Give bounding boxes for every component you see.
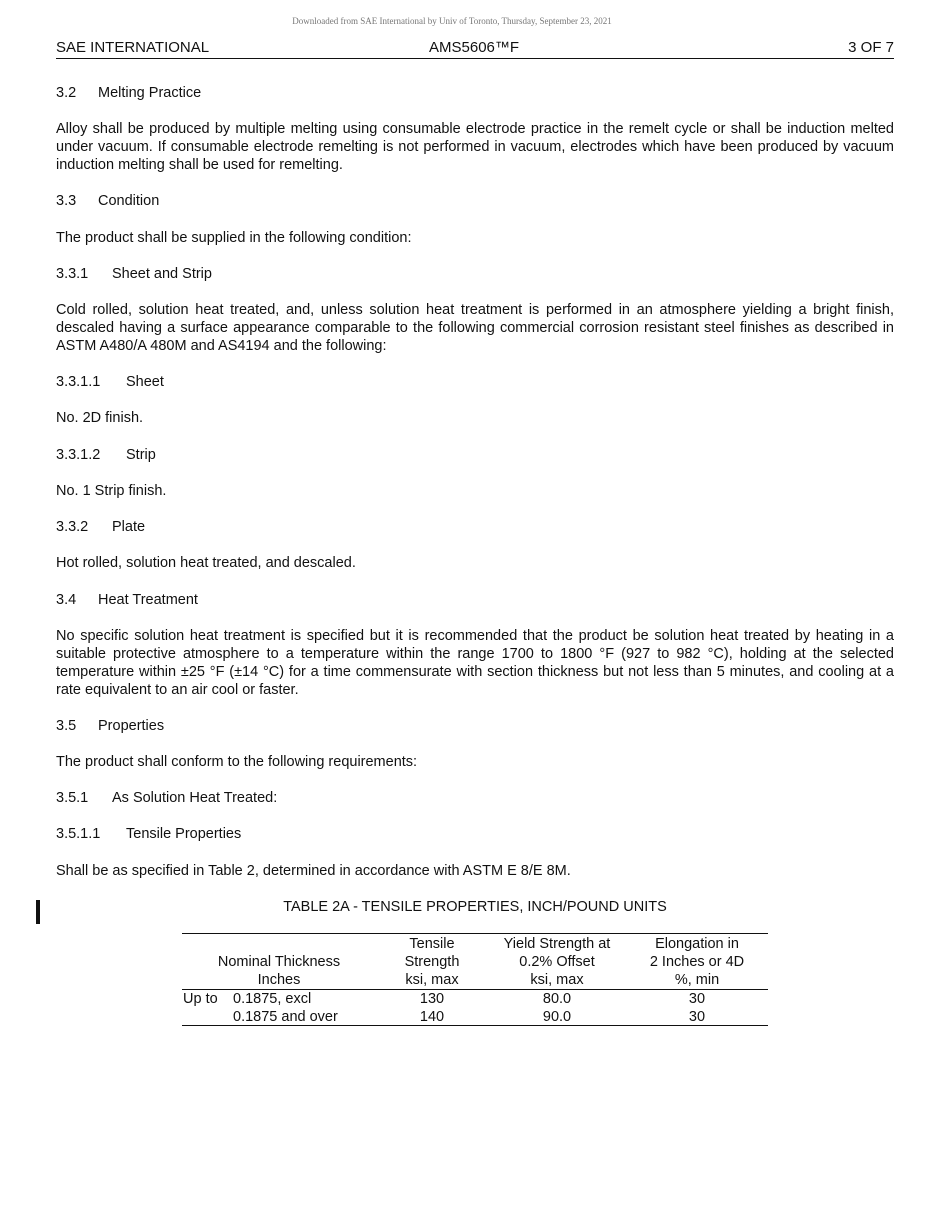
section-number: 3.3.1.2 bbox=[56, 447, 101, 463]
heading-3-3-1-2 bbox=[56, 446, 156, 464]
header-yield bbox=[488, 935, 626, 989]
section-title: Heat Treatment bbox=[98, 592, 198, 608]
row-thickness: 0.1875, excl bbox=[233, 991, 312, 1007]
page-header bbox=[56, 38, 894, 59]
header-line: Nominal Thickness bbox=[217, 954, 341, 970]
header-line: ksi, max bbox=[530, 972, 584, 988]
heading-3-2 bbox=[56, 84, 201, 102]
section-title: Sheet and Strip bbox=[112, 266, 212, 282]
header-elongation bbox=[626, 935, 768, 989]
header-line: Strength bbox=[404, 954, 460, 970]
header-line: Yield Strength at bbox=[503, 936, 611, 952]
section-number: 3.5.1.1 bbox=[56, 826, 101, 842]
row-prefix: Up to bbox=[183, 991, 218, 1007]
row-tensile: 130 bbox=[419, 991, 445, 1007]
section-number: 3.3.1 bbox=[56, 266, 89, 282]
section-number: 3.3.1.1 bbox=[56, 374, 101, 390]
section-title: Properties bbox=[98, 718, 165, 734]
section-number: 3.2 bbox=[56, 85, 77, 101]
section-title: Condition bbox=[98, 193, 160, 209]
heading-3-5 bbox=[56, 717, 164, 735]
header-line: 0.2% Offset bbox=[519, 954, 595, 970]
paragraph-tensile-properties: Shall be as specified in Table 2, determined in accordance with ASTM E 8/E 8M. bbox=[56, 863, 571, 879]
header-thickness bbox=[182, 953, 376, 989]
section-title: Sheet bbox=[126, 374, 164, 390]
heading-3-4 bbox=[56, 591, 198, 609]
section-number: 3.5.1 bbox=[56, 790, 89, 806]
header-page-number: 3 OF 7 bbox=[848, 39, 894, 56]
paragraph-heat-treatment: No specific solution heat treatment is specified but it is recommended that the product be solution heat treated by heating in a suitable protective atmosphere to a temperature within the range 1700 to 1800 °F (927 to 982 °C), holding at the selected temperature within ±25 °F (±14 °C) for a time commensurate with section thickness but not less than 5 minutes, and cooling at a rate equivalent to an air cool or faster. bbox=[56, 628, 894, 698]
header-line: 2 Inches or 4D bbox=[649, 954, 745, 970]
section-number: 3.3 bbox=[56, 193, 77, 209]
header-line: Tensile bbox=[409, 936, 455, 952]
heading-3-3 bbox=[56, 192, 159, 210]
section-title: Tensile Properties bbox=[126, 826, 242, 842]
paragraph-sheet: No. 2D finish. bbox=[56, 410, 144, 426]
header-document-id: AMS5606™F bbox=[429, 39, 520, 56]
paragraph-sheet-and-strip: Cold rolled, solution heat treated, and, unless solution heat treatment is performed in an atmosphere yielding a bright finish, descaled having a surface appearance comparable to the following commercial corrosion resistant steel finishes as described in ASTM A480/A 480M and AS4194 and the following: bbox=[56, 302, 894, 354]
heading-3-3-1-1 bbox=[56, 373, 164, 391]
row-elongation: 30 bbox=[688, 1009, 706, 1025]
table-top-rule bbox=[182, 933, 768, 934]
section-number: 3.3.2 bbox=[56, 519, 89, 535]
section-title: As Solution Heat Treated: bbox=[112, 790, 278, 806]
section-number: 3.5 bbox=[56, 718, 77, 734]
download-notice: Downloaded from SAE International by Univ of Toronto, Thursday, September 23, 2021 bbox=[292, 16, 612, 26]
row-yield: 80.0 bbox=[542, 991, 572, 1007]
heading-3-5-1-1 bbox=[56, 825, 241, 843]
table-bottom-rule bbox=[182, 1025, 768, 1026]
paragraph-condition: The product shall be supplied in the following condition: bbox=[56, 230, 412, 246]
paragraph-properties: The product shall conform to the following requirements: bbox=[56, 754, 418, 770]
section-title: Melting Practice bbox=[98, 85, 202, 101]
header-tensile bbox=[376, 935, 488, 989]
heading-3-5-1 bbox=[56, 789, 277, 807]
section-number: 3.4 bbox=[56, 592, 77, 608]
paragraph-plate: Hot rolled, solution heat treated, and descaled. bbox=[56, 555, 356, 571]
header-line: Inches bbox=[257, 972, 301, 988]
row-tensile: 140 bbox=[419, 1009, 445, 1025]
section-title: Strip bbox=[126, 447, 156, 463]
paragraph-melting-practice: Alloy shall be produced by multiple melting using consumable electrode practice in the remelt cycle or shall be induction melted under vacuum. If consumable electrode remelting is not performed in vacuum, electrodes which have been produced by vacuum induction melting shall be used for remelting. bbox=[56, 121, 894, 173]
heading-3-3-2 bbox=[56, 518, 145, 536]
heading-3-3-1 bbox=[56, 265, 212, 283]
row-yield: 90.0 bbox=[542, 1009, 572, 1025]
section-title: Plate bbox=[112, 519, 146, 535]
row-elongation: 30 bbox=[688, 991, 706, 1007]
header-line: %, min bbox=[674, 972, 720, 988]
paragraph-strip: No. 1 Strip finish. bbox=[56, 483, 167, 499]
header-publisher: SAE INTERNATIONAL bbox=[56, 39, 210, 56]
header-line: Elongation in bbox=[655, 936, 739, 952]
header-line: ksi, max bbox=[405, 972, 459, 988]
row-thickness: 0.1875 and over bbox=[233, 1009, 338, 1025]
table-caption: TABLE 2A - TENSILE PROPERTIES, INCH/POUND UNITS bbox=[283, 899, 667, 915]
